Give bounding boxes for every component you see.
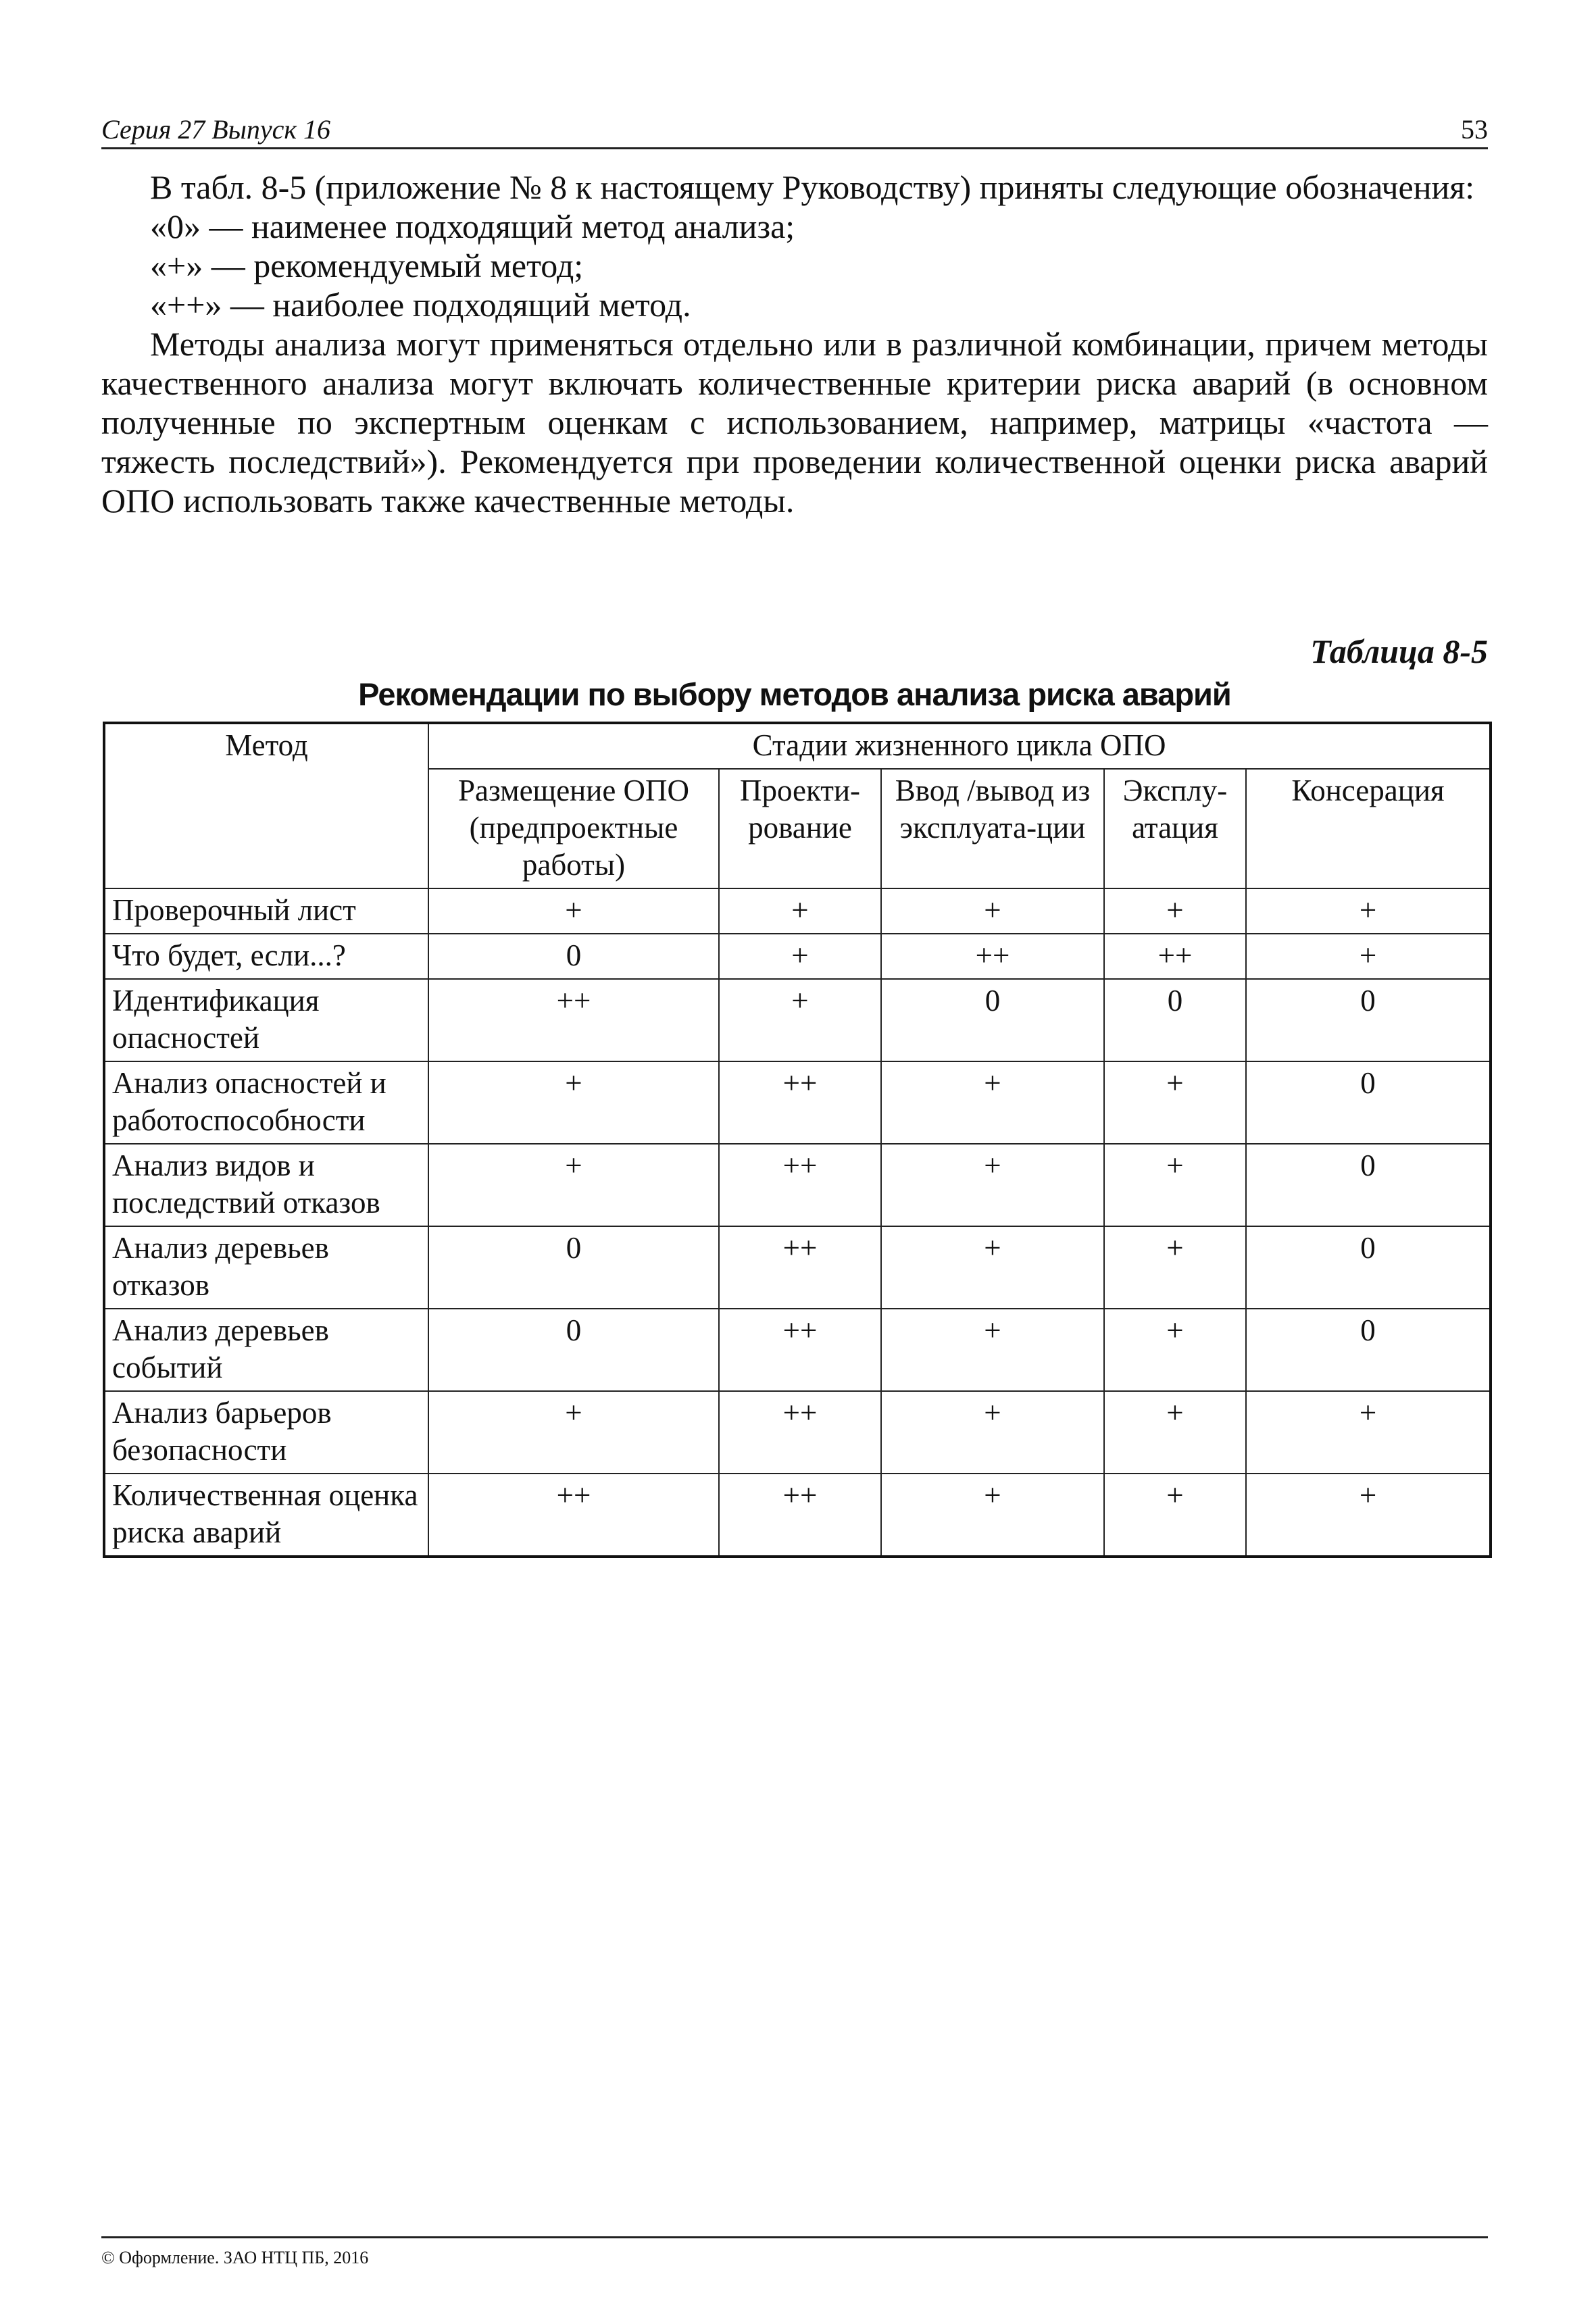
- table-label: Таблица 8-5: [1310, 632, 1488, 670]
- rating-cell: ++: [719, 1391, 881, 1474]
- legend-item-plus: «+» — рекомендуемый метод;: [150, 247, 584, 284]
- page-header: [101, 114, 1488, 149]
- rating-cell: +: [881, 1309, 1104, 1391]
- rating-cell: +: [1104, 1061, 1246, 1144]
- methods-table: [103, 722, 1492, 1558]
- rating-cell: +: [1104, 888, 1246, 934]
- rating-cell: +: [428, 1144, 719, 1226]
- table-row: [104, 1061, 1491, 1144]
- method-cell: Анализ деревьев событий: [104, 1309, 428, 1391]
- table-row: [104, 1391, 1491, 1474]
- method-cell: Анализ барьеров безопасности: [104, 1391, 428, 1474]
- page-footer: [101, 2236, 1488, 2268]
- copyright-text: © Оформление. ЗАО НТЦ ПБ, 2016: [101, 2248, 369, 2267]
- rating-cell: +: [428, 888, 719, 934]
- legend-item-zero: «0» — наименее подходящий метод анализа;: [150, 207, 795, 245]
- rating-cell: 0: [428, 1226, 719, 1309]
- page-number: 53: [1461, 114, 1488, 145]
- stage-header: Ввод /вывод из эксплуата-ции: [881, 769, 1104, 888]
- method-cell: Что будет, если...?: [104, 934, 428, 979]
- method-cell: Идентификация опасностей: [104, 979, 428, 1061]
- table-row: [104, 1144, 1491, 1226]
- rating-cell: ++: [428, 1474, 719, 1557]
- rating-cell: ++: [719, 1061, 881, 1144]
- rating-cell: 0: [1246, 1144, 1491, 1226]
- method-column-header: Метод: [104, 723, 428, 888]
- rating-cell: +: [719, 934, 881, 979]
- rating-cell: +: [428, 1391, 719, 1474]
- method-cell: Анализ деревьев отказов: [104, 1226, 428, 1309]
- rating-cell: 0: [881, 979, 1104, 1061]
- rating-cell: +: [881, 1144, 1104, 1226]
- series-label: Серия 27 Выпуск 16: [101, 114, 331, 145]
- table-row: [104, 1226, 1491, 1309]
- table-row: [104, 934, 1491, 979]
- table-row: [104, 979, 1491, 1061]
- table-row: [104, 1474, 1491, 1557]
- rating-cell: +: [428, 1061, 719, 1144]
- body-text: [101, 168, 1488, 520]
- stages-column-header: Стадии жизненного цикла ОПО: [428, 723, 1491, 769]
- stage-header: Консерация: [1246, 769, 1491, 888]
- rating-cell: 0: [428, 1309, 719, 1391]
- stage-header: Размещение ОПО (предпроектные работы): [428, 769, 719, 888]
- rating-cell: ++: [719, 1474, 881, 1557]
- rating-cell: 0: [1246, 1309, 1491, 1391]
- method-cell: Анализ видов и последствий отказов: [104, 1144, 428, 1226]
- rating-cell: +: [719, 979, 881, 1061]
- paragraph-intro: В табл. 8-5 (приложение № 8 к настоящему Руководству) приняты следующие обозначения:: [150, 168, 1475, 206]
- rating-cell: +: [1104, 1226, 1246, 1309]
- rating-cell: +: [1104, 1309, 1246, 1391]
- rating-cell: +: [881, 1226, 1104, 1309]
- legend-item-double-plus: «++» — наиболее подходящий метод.: [150, 286, 691, 324]
- rating-cell: +: [1246, 888, 1491, 934]
- rating-cell: +: [719, 888, 881, 934]
- table-row: [104, 888, 1491, 934]
- table-row: [104, 1309, 1491, 1391]
- rating-cell: +: [881, 1474, 1104, 1557]
- rating-cell: +: [1104, 1144, 1246, 1226]
- rating-cell: +: [881, 1391, 1104, 1474]
- rating-cell: ++: [428, 979, 719, 1061]
- rating-cell: 0: [1104, 979, 1246, 1061]
- rating-cell: ++: [719, 1226, 881, 1309]
- rating-cell: +: [881, 888, 1104, 934]
- rating-cell: 0: [1246, 1061, 1491, 1144]
- paragraph-methods: Методы анализа могут применяться отдельно или в различной комбинации, причем методы качественного анализа могут включать количественные критерии риска аварий (в основном полученные по экспертным оценкам с использованием, например, матрицы «частота — тяжесть последствий»). Рекомендуется при проведении количественной оценки риска аварий ОПО использовать также качественные методы.: [101, 325, 1488, 520]
- method-cell: Количественная оценка риска аварий: [104, 1474, 428, 1557]
- stage-header: Эксплу-атация: [1104, 769, 1246, 888]
- rating-cell: ++: [719, 1144, 881, 1226]
- rating-cell: +: [1246, 934, 1491, 979]
- rating-cell: +: [1104, 1474, 1246, 1557]
- rating-cell: +: [1104, 1391, 1246, 1474]
- rating-cell: 0: [1246, 979, 1491, 1061]
- rating-cell: 0: [428, 934, 719, 979]
- rating-cell: +: [1246, 1474, 1491, 1557]
- table-body: [104, 888, 1491, 1557]
- rating-cell: ++: [719, 1309, 881, 1391]
- stage-header: Проекти-рование: [719, 769, 881, 888]
- rating-cell: ++: [1104, 934, 1246, 979]
- table-title: Рекомендации по выбору методов анализа риска аварий: [358, 676, 1231, 712]
- rating-cell: 0: [1246, 1226, 1491, 1309]
- rating-cell: +: [1246, 1391, 1491, 1474]
- rating-cell: ++: [881, 934, 1104, 979]
- rating-cell: +: [881, 1061, 1104, 1144]
- table-header-row: [104, 723, 1491, 769]
- method-cell: Проверочный лист: [104, 888, 428, 934]
- method-cell: Анализ опасностей и работоспособности: [104, 1061, 428, 1144]
